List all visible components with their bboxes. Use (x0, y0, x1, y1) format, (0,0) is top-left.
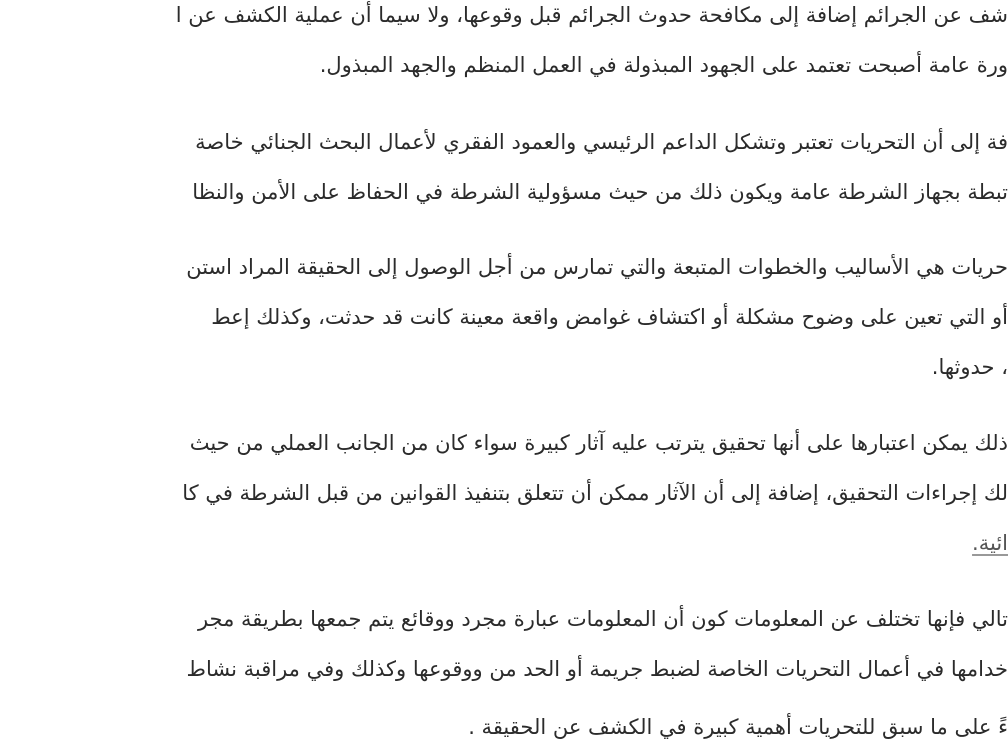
paragraph-4-line-1: ذلك يمكن اعتبارها على أنها تحقيق يترتب عليه آثار كبيرة سواء كان من الجانب العملي من حيث (189, 431, 1008, 455)
paragraph-3-line-2: أو التي تعين على وضوح مشكلة أو اكتشاف غوامض واقعة معينة كانت قد حدثت، وكذلك إعط (211, 305, 1008, 329)
paragraph-2-line-1: فة إلى أن التحريات تعتبر وتشكل الداعم الرئيسي والعمود الفقري لأعمال البحث الجنائي خاصة (195, 130, 1008, 154)
paragraph-4-line-2: لك إجراءات التحقيق، إضافة إلى أن الآثار ممكن أن تتعلق بتنفيذ القوانين من قبل الشرطة في كا (182, 481, 1008, 505)
paragraph-4-link[interactable]: ائية. (972, 531, 1008, 555)
paragraph-5-line-2: خدامها في أعمال التحريات الخاصة لضبط جريمة أو الحد من ووقوعها وكذلك وفي مراقبة نشاط (186, 657, 1008, 681)
paragraph-1-line-1: شف عن الجرائم إضافة إلى مكافحة حدوث الجرائم قبل وقوعها، ولا سيما أن عملية الكشف عن ا (175, 3, 1008, 27)
paragraph-6-line-1: ءً على ما سبق للتحريات أهمية كبيرة في الكشف عن الحقيقة . (468, 715, 1008, 739)
paragraph-1-line-2: ورة عامة أصبحت تعتمد على الجهود المبذولة في العمل المنظم والجهد المبذول. (319, 53, 1008, 77)
paragraph-3-line-3: ، حدوثها. (931, 355, 1008, 379)
paragraph-5-line-1: تالي فإنها تختلف عن المعلومات كون أن المعلومات عبارة مجرد ووقائع يتم جمعها بطريقة مجر (197, 607, 1008, 631)
paragraph-2-line-2: تبطة بجهاز الشرطة عامة ويكون ذلك من حيث مسؤولية الشرطة في الحفاظ على الأمن والنظا (192, 180, 1008, 204)
paragraph-3-line-1: حريات هي الأساليب والخطوات المتبعة والتي تمارس من أجل الوصول إلى الحقيقة المراد استن (186, 255, 1008, 279)
